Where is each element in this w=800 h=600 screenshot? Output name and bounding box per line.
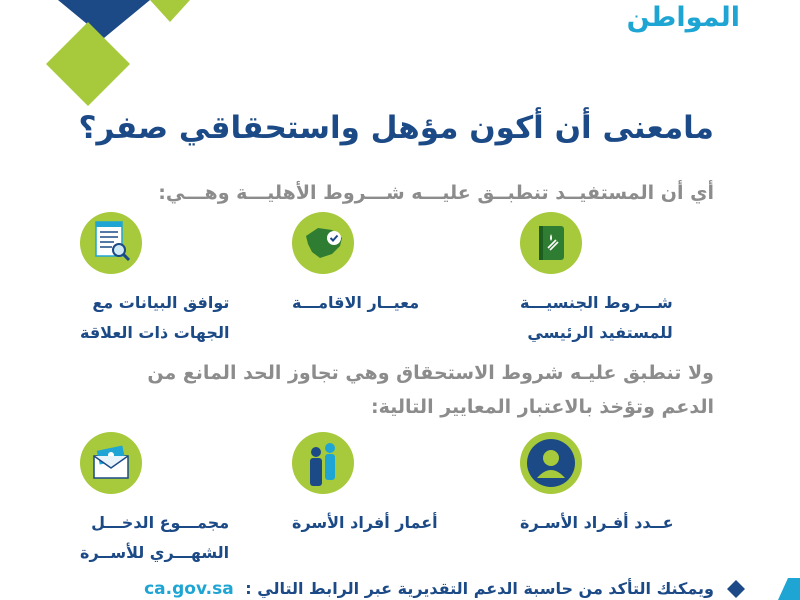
eligibility-item-data-match bbox=[80, 212, 270, 348]
eligibility-intro: أي أن المستفيــد تنطبــق عليـــه شـــروط الأهليـــة وهـــي: bbox=[158, 182, 714, 204]
saudi-map-check-icon bbox=[292, 212, 354, 274]
entitlement-intro: ولا تنطبق عليـه شروط الاستحقاق وهي تجاوز الحد المانع من الدعم وتؤخذ بالاعتبار المعايير التالية: bbox=[147, 362, 714, 418]
eligibility-item-label: توافق البيانات مع الجهات ذات العلاقة bbox=[80, 293, 230, 342]
eligibility-item-residency bbox=[292, 212, 482, 318]
page-headline: مامعنى أن أكون مؤهل واستحقاقي صفر؟ bbox=[78, 110, 714, 146]
document-search-icon bbox=[80, 212, 142, 274]
eligibility-item-nationality bbox=[520, 212, 710, 348]
entitlement-item-label: عــدد أفـراد الأسـرة bbox=[520, 513, 674, 532]
entitlement-item-label: أعمار أفراد الأسرة bbox=[292, 513, 438, 532]
decor-diamond-bottom bbox=[724, 578, 800, 600]
decor-diamonds-top bbox=[0, 0, 210, 120]
entitlement-item-monthly-income bbox=[80, 432, 270, 568]
passport-icon bbox=[520, 212, 582, 274]
eligibility-item-label: معيــار الاقامـــة bbox=[292, 293, 420, 312]
footer-note bbox=[144, 578, 714, 600]
brand-title: المواطن bbox=[626, 2, 740, 33]
eligibility-item-label: شـــروط الجنسيـــة للمستفيد الرئيسي bbox=[520, 293, 673, 342]
family-ages-icon bbox=[292, 432, 354, 494]
entitlement-item-family-ages bbox=[292, 432, 482, 538]
income-envelope-icon bbox=[80, 432, 142, 494]
family-member-icon bbox=[520, 432, 582, 494]
calculator-link[interactable]: ca.gov.sa bbox=[144, 579, 234, 599]
footer-text: ويمكنك التأكد من حاسبة الدعم التقديرية عبر الرابط التالي : bbox=[245, 579, 714, 598]
entitlement-item-family-count bbox=[520, 432, 710, 538]
entitlement-item-label: مجمـــوع الدخـــل الشهـــري للأســرة bbox=[80, 513, 230, 562]
